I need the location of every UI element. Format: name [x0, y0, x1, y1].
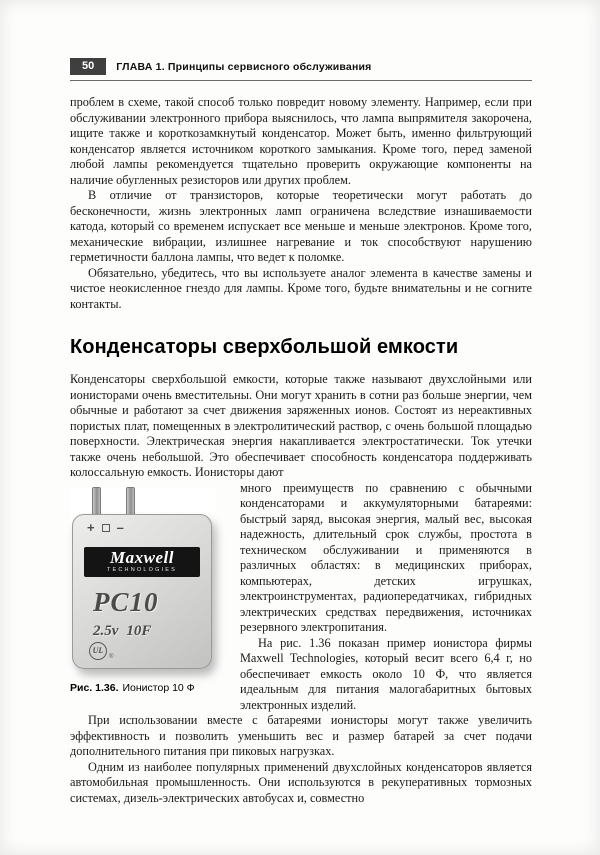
maxwell-logo [84, 547, 200, 577]
running-header [70, 58, 532, 81]
capacitance-rating: 10F [126, 622, 152, 639]
voltage-rating: 2.5v [93, 622, 119, 639]
brand-subtitle: TECHNOLOGIES [106, 566, 178, 573]
capacitor-body [72, 514, 212, 669]
capacitor-lead-icon [92, 487, 101, 517]
section-heading: Конденсаторы сверхбольшой емкости [70, 336, 459, 358]
ionistor-photo [70, 487, 216, 673]
paragraph-supercap-advantages: много преимуществ по сравнению с обычными конденсаторами и аккумуляторными батареями: быстрый заряд, высокая энергия, малый вес, высокая надежность, длительный срок службы, простота в техническом обслуживании и применяются в различных областях: в медицинских приборах, компьютерах, детских игрушках, электроинструментах, радиопередатчиках, гибридных электрических средствах передвижения, источниках резервного электропитания. [240, 480, 532, 634]
figure-caption-label: Рис. 1.36. [70, 681, 119, 694]
figure-caption-text: Ионистор 10 Ф [122, 681, 195, 694]
rating-label [93, 623, 151, 640]
figure-caption [70, 682, 228, 694]
paragraph-supercap-intro: Конденсаторы сверхбольшой емкости, которые также называют двухслойными или ионисторами очень вместительны. Они могут хранить в сотни раз больше энергии, чем обычные и работают за счет движения заряженных ионов. Состоят из нереактивных пористых плат, помещенных в электролитический раствор, с очень большой площадью поверхности. Электрическая энергия накапливается электростатически. Ток утечки также очень небольшой. Это обеспечивает способность конденсатора поддерживать колоссальную емкость. Ионисторы дают [70, 372, 532, 479]
paragraph-figure-reference: На рис. 1.36 показан пример ионистора фирмы Maxwell Technologies, который весит всего 6,4 г, но обеспечивает емкость около 10 Ф, что является идеальным для питания малогабаритных бытовых электронных изделий. [240, 635, 532, 712]
paragraph-tube-replacement: проблем в схеме, такой способ только повредит новому элементу. Например, если при обслуживании электронного прибора выяснилось, что лампа выпрямителя закорочена, ищите также и короткозамкнутый конденсатор. Может быть, именно фильтрующий конденсатор является источником короткого замыкания. Кроме того, перед заменой любой лампы рекомендуется тщательно проверить окружающие компоненты на наличие обугленных резисторов или других проблем. [70, 95, 532, 187]
paragraph-battery-combination: При использовании вместе с батареями ионисторы могут также увеличить эффективность и позволить уменьшить вес и размер батарей за счет подачи дополнительного питания при пиковых нагрузках. [70, 713, 532, 758]
page-number-badge: 50 [70, 58, 106, 75]
paragraph-automotive-use: Одним из наиболее популярных применений двухслойных конденсаторов является автомобильная промышленность. Они используются в рекуперативных тормозных системах, дизель-электрических автобусах и, совместно [70, 759, 532, 805]
paragraph-tube-lifetime: В отличие от транзисторов, которые теоретически могут работать до бесконечности, жизнь электронных ламп ограничена вследствие изнашиваемости катода, который со временем испускает все меньше и меньше электронов. Кроме того, механические вибрации, излишнее нагревание и ток способствуют нарушению герметичности баллона лампы, что ведет к поломке. [70, 188, 532, 264]
model-label: PC10 [93, 586, 159, 617]
polarity-box-icon [102, 524, 110, 532]
chapter-title: ГЛАВА 1. Принципы сервисного обслуживания [116, 60, 372, 73]
polarity-marking [87, 519, 124, 535]
registered-trademark-icon: ® [109, 653, 114, 660]
figure-ionistor [70, 487, 228, 694]
ul-certification-icon: UL [89, 642, 107, 660]
figure-text-wrap [70, 481, 532, 714]
minus-icon: – [116, 519, 124, 535]
paragraph-tube-socket: Обязательно, убедитесь, что вы используете аналог элемента в качестве замены и чистое неокисленное гнездо для лампы. Кроме того, будьте внимательны и не согните контакты. [70, 265, 532, 311]
page-content [70, 58, 532, 806]
brand-name: Maxwell [110, 547, 174, 567]
plus-icon: + [87, 519, 95, 535]
capacitor-lead-icon [126, 487, 135, 517]
